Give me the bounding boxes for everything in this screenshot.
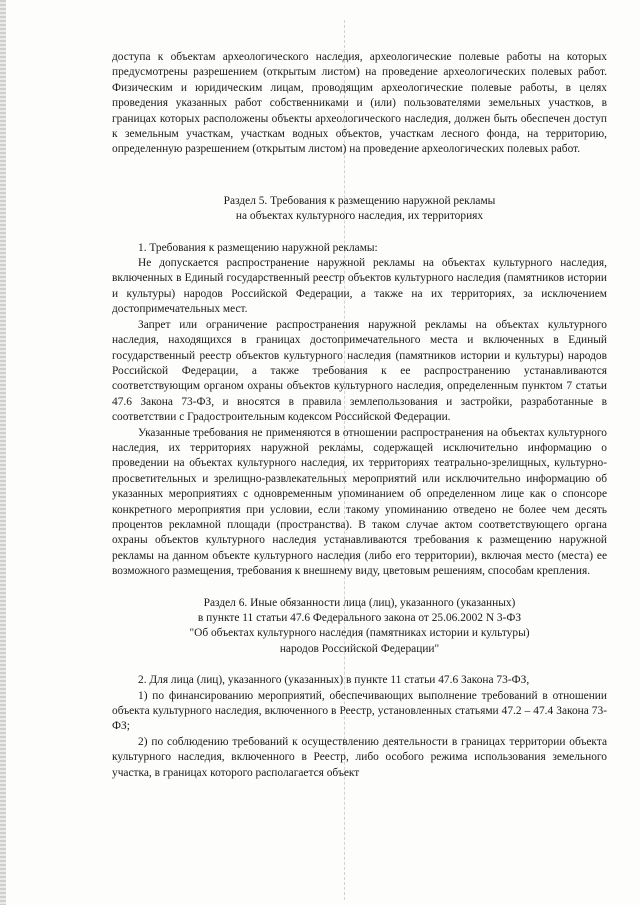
scan-edge xyxy=(0,0,6,905)
section5-paragraph3: Указанные требования не применяются в отношении распространения на объектах культурного наследия, их территориях наружной рекламы, содержащей исключительно информацию о проведении на объектах культурного наследия, их территориях театрально-зрелищных, культурно-просветительных и зрелищно-развлекательных мероприятий или исключительно информацию об указанных мероприятиях с одновременным упоминанием об определенном лице как о спонсоре конкретного мероприятия при условии, если такому упоминанию отведено не более чем десять процентов рекламной площади (пространства). В таком случае актом соответствующего органа охраны объектов культурного наследия устанавливаются требования к размещению наружной рекламы на данном объекте культурного наследия (либо его территории), включая место (места) ее возможного размещения, требования к внешнему виду, цветовым решениям, способам крепления. xyxy=(112,426,607,578)
section6-title-line3: "Об объектах культурного наследия (памятниках истории и культуры) xyxy=(189,627,530,640)
document-body xyxy=(112,50,607,781)
section6-title-line2: в пункте 11 статьи 47.6 Федерального закона от 25.06.2002 N 3-ФЗ xyxy=(197,612,522,624)
section5-paragraph1: Не допускается распространение наружной рекламы на объектах культурного наследия, включенных в Единый государственный реестр объектов культурного наследия (памятников истории и культуры) народов Российской Федерации, а также на их территориях, за исключением достопримечательных мест. xyxy=(112,257,607,316)
section5-title-line2: на объектах культурного наследия, их территориях xyxy=(235,210,484,223)
section6-subitem2: 2) по соблюдению требований к осуществлению деятельности в границах территории объекта культурного наследия, включенного в Реестр, либо особого режима использования земельного участка, в границах которого располагается объект xyxy=(112,735,607,779)
section5-paragraph2: Запрет или ограничение распространения наружной рекламы на объектах культурного наследия, находящихся в границах достопримечательного места и включенных в Единый государственный реестр объектов культурного наследия (памятников истории и культуры) народов Российской Федерации, а также требования к ее распространению устанавливаются соответствующим органом охраны объектов культурного наследия, определенным пунктом 7 статьи 47.6 Закона 73-ФЗ, и вносятся в правила землепользования и застройки, разработанные в соответствии с Градостроительным кодексом Российской Федерации. xyxy=(112,318,607,424)
section6-subitem1: 1) по финансированию мероприятий, обеспечивающих выполнение требований в отношении объекта культурного наследия, включенного в Реестр, установленных статьями 47.2 – 47.4 Закона 73-ФЗ; xyxy=(112,689,607,733)
section6-title-line1: Раздел 6. Иные обязанности лица (лиц), указанного (указанных) xyxy=(203,596,516,609)
intro-paragraph: доступа к объектам археологического наследия, археологические полевые работы на которых предусмотрены разрешением (открытым листом) на проведение археологических полевых работ. Физическим и юридическим лицам, проводящим археологические полевые работы, в целях проведения указанных работ собственниками и (или) пользователями земельных участков, в границах которых расположены объекты археологического наследия, должен быть обеспечен доступ к земельным участкам, участкам водных объектов, участкам лесного фонда, на территорию, определенную разрешением (открытым листом) на проведение археологических полевых работ. xyxy=(112,51,607,156)
section6-item2-heading: 2. Для лица (лиц), указанного (указанных) в пункте 11 статьи 47.6 Закона 73-ФЗ, xyxy=(138,674,530,687)
section5-item1-heading: 1. Требования к размещению наружной рекламы: xyxy=(138,241,378,254)
section5-title-line1: Раздел 5. Требования к размещению наружной рекламы xyxy=(223,194,496,207)
section6-title-line4: народов Российской Федерации" xyxy=(279,642,440,655)
